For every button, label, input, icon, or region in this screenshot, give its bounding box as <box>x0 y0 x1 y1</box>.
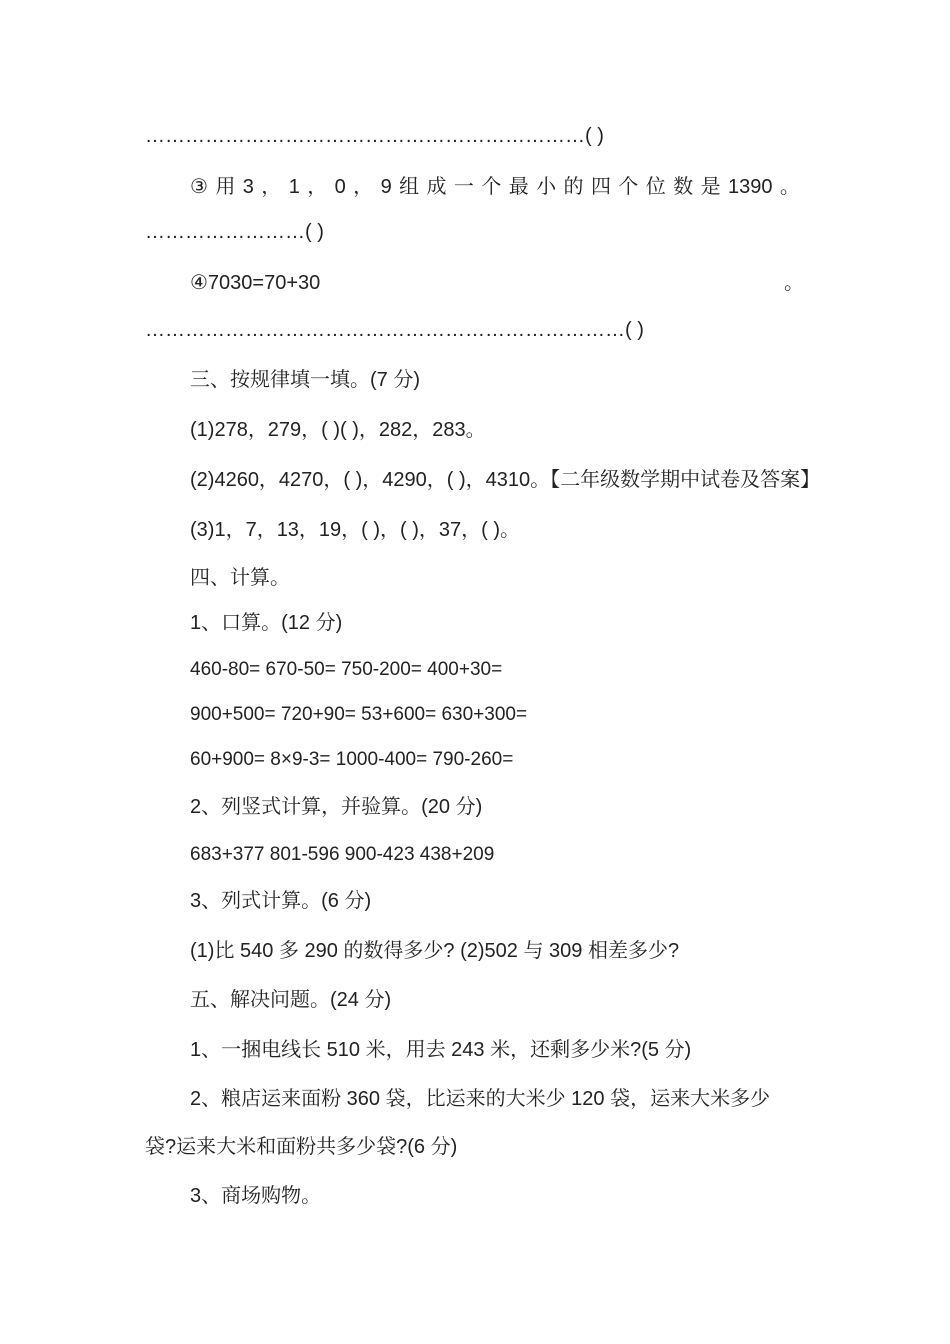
statement-3-part: 1390 <box>727 176 773 198</box>
statement-3-part: 一 <box>453 176 474 198</box>
section-5-heading: 五、解决问题。(24 分) <box>190 989 392 1011</box>
statement-3-part: 数 <box>673 176 694 198</box>
statement-4-end: 。 <box>784 272 804 294</box>
problem-2-line-2: 袋?运来大米和面粉共多少袋?(6 分) <box>145 1136 458 1158</box>
statement-3-part: 小 <box>536 176 557 198</box>
dotted-answer-line-3: ………………………………………………………………( ) <box>145 319 644 341</box>
statement-3-part: ， <box>261 176 282 198</box>
statement-4: ④7030=70+30 <box>190 272 321 294</box>
statement-3-part: 个 <box>618 176 639 198</box>
pattern-item-1: (1)278，279，( )( )，282，283。 <box>190 419 486 441</box>
statement-3-part: 的 <box>563 176 584 198</box>
vertical-calc-heading: 2、列竖式计算，并验算。(20 分) <box>190 796 483 818</box>
statement-3-part: 是 <box>700 176 721 198</box>
statement-3-part: 3 <box>242 176 254 198</box>
expression-calc-items: (1)比 540 多 290 的数得多少? (2)502 与 309 相差多少? <box>190 940 680 962</box>
mental-math-heading: 1、口算。(12 分) <box>190 612 343 634</box>
statement-3-part: ， <box>353 176 374 198</box>
pattern-item-3: (3)1，7，13，19，( )，( )，37，( )。 <box>190 519 521 541</box>
problem-1: 1、一捆电线长 510 米，用去 243 米，还剩多少米?(5 分) <box>190 1039 692 1061</box>
statement-3-part: 1 <box>288 176 300 198</box>
expression-calc-heading: 3、列式计算。(6 分) <box>190 890 372 912</box>
statement-3-part: 成 <box>426 176 447 198</box>
statement-3-part: 用 <box>215 176 236 198</box>
problem-2-line-1: 2、粮店运来面粉 360 袋，比运来的大米少 120 袋，运来大米多少 <box>190 1088 771 1110</box>
statement-3 <box>190 175 800 199</box>
statement-3-part: 四 <box>590 176 611 198</box>
statement-3-part: 最 <box>508 176 529 198</box>
statement-3-part: 位 <box>645 176 666 198</box>
dotted-answer-line-1: …………………………………………………………( ) <box>145 125 604 147</box>
statement-3-part: 。 <box>779 176 800 198</box>
statement-3-part: 组 <box>399 176 420 198</box>
statement-3-part: 9 <box>380 176 392 198</box>
mental-math-row-1: 460-80= 670-50= 750-200= 400+30= <box>190 659 503 680</box>
statement-3-part: 0 <box>334 176 346 198</box>
mental-math-row-2: 900+500= 720+90= 53+600= 630+300= <box>190 704 528 725</box>
dotted-answer-line-2: ……………………( ) <box>145 221 324 243</box>
mental-math-row-3: 60+900= 8×9-3= 1000-400= 790-260= <box>190 749 514 770</box>
section-4-heading: 四、计算。 <box>190 567 290 589</box>
section-3-heading: 三、按规律填一填。(7 分) <box>190 369 420 391</box>
statement-3-part: 个 <box>481 176 502 198</box>
statement-3-part: ， <box>307 176 328 198</box>
vertical-calc-row: 683+377 801-596 900-423 438+209 <box>190 844 495 865</box>
problem-3: 3、商场购物。 <box>190 1185 322 1207</box>
statement-3-part: ③ <box>190 176 208 198</box>
pattern-item-2: (2)4260，4270，( )，4290，( )，4310。【二年级数学期中试卷及答案】 <box>190 469 821 491</box>
